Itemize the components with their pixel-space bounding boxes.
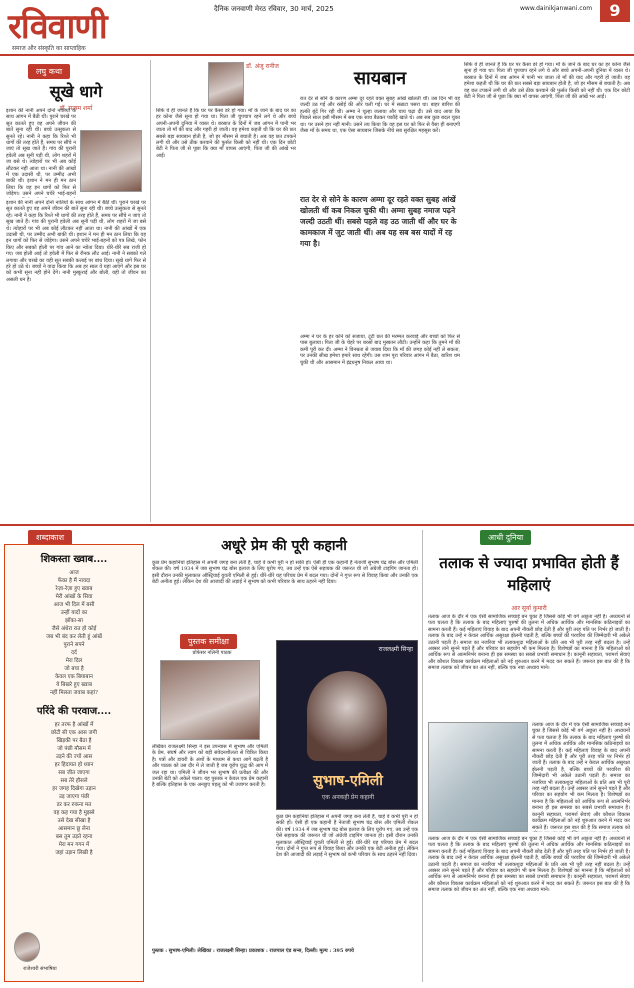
book-subtitle: एक अनकही प्रेम कहानी bbox=[321, 794, 375, 801]
story1-title: सूखे धागे bbox=[49, 82, 103, 101]
poem-line: हर जगह दिखेगा उड़ान bbox=[52, 786, 96, 792]
poem-line: जो पंछी मौसम में bbox=[57, 746, 91, 752]
poem-line: मेरा मन गगन में bbox=[58, 842, 90, 848]
story2-body-1: सिर्फ ये ही जानते हैं कि घर पर कैसा डरे हो गया। माँ के जाने के बाद घर का हर कोना जैसे सूना हो गया था। पिता जी चुपचाप रहने लगे थे और बच्चे अपनी-अपनी दुनिया में व्यस्त थे। बरसात के दिनों में जब आंगन में पानी भर जाता तो माँ की याद और गहरी हो जाती। वह हमेशा कहती थी कि घर की छत सबसे बड़ा सायबान होती है, जो हर मौसम से बचाती है। अब वह छत टपकने लगी थी और उसे ठीक करवाने की फुर्सत किसी को नहीं थी। एक दिन छोटी बेटी ने पिता जी से पूछा कि क्या माँ वापस आएंगी, पिता जी की आंखें भर आईं। bbox=[156, 108, 296, 159]
story2-body-4: सिर्फ ये ही जानते हैं कि घर पर कैसा डरे हो गया। माँ के जाने के बाद घर का हर कोना जैसे सूना हो गया था। पिता जी चुपचाप रहने लगे थे और बच्चे अपनी-अपनी दुनिया में व्यस्त थे। बरसात के दिनों में जब आंगन में पानी भर जाता तो माँ की याद और गहरी हो जाती। वह हमेशा कहती थी कि घर की छत सबसे बड़ा सायबान होती है, जो हर मौसम से बचाती है। अब वह छत टपकने लगी थी और उसे ठीक करवाने की फुर्सत किसी को नहीं थी। एक दिन छोटी बेटी ने पिता जी से पूछा कि क्या माँ वापस आएंगी, पिता जी की आंखें भर आईं। bbox=[464, 62, 630, 101]
poem-line: मेरा दिल bbox=[65, 658, 83, 664]
poem-line: उड़ने की ज्यों आस bbox=[55, 754, 93, 760]
poem-line: आज भी दिल में बसी bbox=[53, 602, 95, 608]
poem-line: बस तुम उड़ते रहना bbox=[55, 834, 93, 840]
column-divider-2 bbox=[422, 530, 423, 982]
section-tag-aadhi-duniya: आधी दुनिया bbox=[480, 530, 531, 545]
logo-tagline: समाज और संस्कृति का साप्ताहिक bbox=[12, 45, 86, 52]
poem-line: जब भी बंद कर लेती हूं आंखें bbox=[46, 634, 102, 640]
reviewer-name: प्रोफेसर नलिनी पाठक bbox=[192, 650, 232, 656]
poem-line: उन्हीं यादों का bbox=[60, 610, 88, 616]
book-cover-portrait bbox=[307, 671, 387, 761]
poem-box bbox=[4, 544, 144, 982]
poem-line: दर्द bbox=[71, 650, 77, 656]
section-tag-pustak-samiksha: पुस्तक समीक्षा bbox=[180, 634, 237, 649]
feature-body-2: लेखिका राजलक्ष्मी सिन्हा ने इस उपन्यास में सुभाष और एमिली के प्रेम, संघर्ष और त्याग को बड़ी संवेदनशीलता से चित्रित किया है। पत्रों और डायरी के अंशों के माध्यम से कथा आगे बढ़ती है और पाठक को उस दौर में ले जाती है जब यूरोप युद्ध की आग में जल रहा था। एमिली ने जीवन भर सुभाष की प्रतीक्षा की और उनकी बेटी को अकेले पाला। यह पुस्तक न केवल एक प्रेम कहानी है बल्कि इतिहास के एक अनछुए पहलू को भी उजागर करती है। bbox=[152, 744, 268, 789]
poet-name: राजेश्वरी संभाषिया bbox=[23, 966, 57, 972]
book-details: पुस्तक : सुभाष-एमिली। लेखिका : राजलक्ष्मी सिन्हा। प्रकाशक : राजपाल एंड सन्स, दिल्ली। मूल्य : 395 रुपये bbox=[152, 948, 354, 954]
poem-line: आज bbox=[69, 570, 79, 576]
world-title: तलाक से ज्यादा प्रभावित होती हैं महिलाएं bbox=[439, 554, 619, 594]
poem-line: आसमान छू लेना bbox=[57, 826, 90, 832]
poem-line: पुराने सपने bbox=[63, 642, 85, 648]
world-photo bbox=[428, 722, 528, 832]
world-author: आर सूर्या कुमारी bbox=[511, 605, 547, 612]
poem-line: वह कह गया है मुझसे bbox=[53, 810, 95, 816]
horizontal-rule bbox=[0, 524, 634, 526]
poem-line: रेज़ा-रेज़ा हुए ख्वाब bbox=[55, 586, 93, 592]
poem1-title: शिकस्ता ख्वाब.... bbox=[40, 554, 108, 565]
poem-line: डर कर रुकना मत bbox=[56, 802, 92, 808]
logo: रविवाणी bbox=[8, 7, 107, 47]
poem-line: मेरी आंखों के सिवा bbox=[55, 594, 93, 600]
poem-line: नहीं मिलता जवाब कहां? bbox=[50, 690, 98, 696]
column-divider bbox=[150, 60, 151, 522]
website-link[interactable]: www.dainikjanwani.com bbox=[520, 5, 593, 12]
reviewer-photo bbox=[160, 660, 260, 740]
poem2-lines bbox=[5, 721, 143, 857]
story2-author: डॉ. अंजु रानीज bbox=[246, 63, 279, 70]
world-body-3: तलाक आज के दौर में एक ऐसी सामाजिक सच्चाई बन चुका है जिससे कोई भी वर्ग अछूता नहीं है। अध्ययनों से पता चलता है कि तलाक के बाद महिलाएं पुरुषों की तुलना में अधिक आर्थिक और मानसिक कठिनाइयों का सामना करती हैं। कई महिलाएं विवाह के बाद अपनी नौकरी छोड़ देती हैं और पूरी तरह पति पर निर्भर हो जाती हैं। तलाक के बाद उन्हें न केवल आर्थिक असुरक्षा झेलनी पड़ती है, बल्कि बच्चों की परवरिश की जिम्मेदारी भी अकेले उठानी पड़ती है। समाज का नजरिया भी तलाकशुदा महिलाओं के प्रति अब भी पूरी तरह नहीं बदला है। उन्हें अक्सर ताने सुनने पड़ते हैं और परिवार का सहयोग भी कम मिलता है। विशेषज्ञों का मानना है कि महिलाओं को आर्थिक रूप से आत्मनिर्भर बनाना ही इस समस्या का सबसे प्रभावी समाधान है। कानूनी सहायता, परामर्श सेवाएं और कौशल विकास कार्यक्रम महिलाओं को नई शुरुआत करने में मदद कर सकते हैं। जरूरत इस बात की है कि समाज तलाक को जीवन का अंत नहीं, बल्कि एक नया अध्याय माने। bbox=[428, 836, 630, 894]
poem-line: ये बिखरे हुए ख्वाब bbox=[56, 682, 92, 688]
poem-line: सब तेरे हौसले bbox=[60, 778, 88, 784]
poem-line: खिड़की पर बैठा है bbox=[56, 738, 92, 744]
poem2-title: परिंदे की परवाज.... bbox=[36, 706, 112, 717]
book-author: राजलक्ष्मी सिन्हा bbox=[378, 646, 413, 653]
story1-author: डॉ. सत्यम शर्मा bbox=[59, 105, 93, 112]
poem-line: हर हिदायत हो ध्यान bbox=[54, 762, 94, 768]
poem-line: हर तरफ है आंखों में bbox=[54, 722, 94, 728]
story2-body-3: अम्मा ने घर के हर कोने को सजाया, टूटी छत की मरम्मत करवाई और बच्चों को फिर से पास बुलाया। पिता जी के चेहरे पर बरसों बाद मुस्कान लौटी। उन्होंने कहा कि तुमने माँ की कमी पूरी कर दी। अम्मा ने विनम्रता से जवाब दिया कि माँ की जगह कोई नहीं ले सकता, पर उनकी सीख हमेशा हमारे साथ रहेगी। उस शाम पूरा परिवार आंगन में बैठा, बारिश थम चुकी थी और आसमान में इंद्रधनुष निकल आया था। bbox=[300, 334, 460, 366]
poem-line: केवल एक बियाबान bbox=[55, 674, 93, 680]
poem-line: झोंका-सा bbox=[65, 618, 83, 624]
poem1-lines bbox=[5, 569, 143, 697]
world-body-2: तलाक आज के दौर में एक ऐसी सामाजिक सच्चाई बन चुका है जिससे कोई भी वर्ग अछूता नहीं है। अध्ययनों से पता चलता है कि तलाक के बाद महिलाएं पुरुषों की तुलना में अधिक आर्थिक और मानसिक कठिनाइयों का सामना करती हैं। कई महिलाएं विवाह के बाद अपनी नौकरी छोड़ देती हैं और पूरी तरह पति पर निर्भर हो जाती हैं। तलाक के बाद उन्हें न केवल आर्थिक असुरक्षा झेलनी पड़ती है, बल्कि बच्चों की परवरिश की जिम्मेदारी भी अकेले उठानी पड़ती है। समाज का नजरिया भी तलाकशुदा महिलाओं के प्रति अब भी पूरी तरह नहीं बदला है। उन्हें अक्सर ताने सुनने पड़ते हैं और परिवार का सहयोग भी कम मिलता है। विशेषज्ञों का मानना है कि महिलाओं को आर्थिक रूप से आत्मनिर्भर बनाना ही इस समस्या का सबसे प्रभावी समाधान है। कानूनी सहायता, परामर्श सेवाएं और कौशल विकास कार्यक्रम महिलाओं को नई शुरुआत करने में मदद कर सकते हैं। जरूरत इस बात की है कि समाज तलाक को bbox=[532, 722, 630, 831]
poem-line: छोटी सी एक आस जगी bbox=[51, 730, 97, 736]
feature-title: अधूरे प्रेम की पूरी कहानी bbox=[221, 538, 347, 554]
story2-body-2: रात देर से सोने के कारण अम्मा दूर रहते वक्त सुबह आंखें खोलती थीं। उस दिन भी वह जल्दी उठ गई और रसोई की ओर चली गई। घर में सन्नाटा पसरा था। बाहर बारिश की हल्की बूंदें गिर रही थीं। अम्मा ने चूल्हा जलाया और चाय चढ़ा दी। उसे याद आया कि पिछले साल इसी मौसम में सब एक साथ बैठकर पकौड़े खाते थे। अब सब कुछ बदल चुका था। पर उसने हार नहीं मानी। उसने तय किया कि वह इस घर को फिर से वैसा ही बनाएगी जैसा माँ के समय था, एक ऐसा सायबान जिसके नीचे सब सुरक्षित महसूस करें। bbox=[300, 96, 460, 135]
edition-info: दैनिक जनवाणी मेरठ रविवार, 30 मार्च, 2025 bbox=[214, 5, 334, 13]
page-number: 9 bbox=[600, 0, 630, 22]
poem-line: जैसे अंधेरा रात हो कोई bbox=[51, 626, 97, 632]
poem-line: उड़ जाएगा पंछी bbox=[58, 794, 90, 800]
book-title: सुभाष-एमिली bbox=[313, 773, 383, 789]
masthead bbox=[0, 0, 634, 56]
story1-body-b: इशान की नानी अपने दोनों नातियों के साथ आंगन में बैठी थीं। पुराने चरखे पर सूत कातते हुए वह अपने जीवन की बातें सुना रही थीं। बच्चे उत्सुकता से सुनते रहे। नानी ने कहा कि रिश्ते भी धागों की तरह होते हैं, समय पर सींचे न जाएं तो सूख जाते हैं। गांव की पुरानी हवेली अब सूनी पड़ी थी, लोग शहरों में जा बसे थे। त्योहारों पर भी अब कोई लौटकर नहीं आता था। नानी की आंखों में एक उदासी थी, पर उम्मीद अभी बाकी थी। इशान ने मन ही मन ठान लिया कि वह इन धागों को फिर से जोड़ेगा। उसने अपने चचेरे भाई-बहनों को पत्र लिखे, फोन किए और सबको होली पर गांव आने का न्योता दिया। धीरे-धीरे सब राजी हो गए। जब होली आई तो हवेली में फिर से रौनक लौट आई। नानी ने सबको गले लगाया और चरखे का वही सूत सबकी कलाई पर बांध दिया। सूखे धागे फिर से हरे हो उठे थे। बच्चों ने वादा किया कि अब हर साल वे यहां आएंगे और इस घर को कभी सूना नहीं होने देंगे। नानी मुस्कुराई और बोली, यही तो जीवन का असली धन है। bbox=[6, 200, 146, 283]
book-cover bbox=[276, 640, 418, 810]
section-tag-shabdakash: शब्दाकाश bbox=[28, 530, 72, 545]
story2-author-photo bbox=[208, 62, 244, 106]
poem-line: सब जीत जाएगा bbox=[58, 770, 90, 776]
poem-line: जो बचा है bbox=[64, 666, 84, 672]
feature-body-1: कुछ प्रेम कहानियां इतिहास में अपनी जगह बना लेती हैं, चाहे वे कभी पूरी न हो सकी हों। ऐसी ही एक कहानी है नेताजी सुभाष चंद्र बोस और एमिली शेंकल की। वर्ष 1934 में जब सुभाष चंद्र बोस इलाज के लिए यूरोप गए, तब उन्हें एक ऐसे सहायक की जरूरत थी जो अंग्रेजी टाइपिंग जानता हो। इसी दौरान उनकी मुलाकात ऑस्ट्रियाई युवती एमिली से हुई। धीरे-धीरे यह परिचय प्रेम में बदल गया। दोनों ने गुप्त रूप से विवाह किया और उनकी एक बेटी अनीता हुई। लेकिन देश की आजादी की लड़ाई ने सुभाष को कभी परिवार के साथ ठहरने नहीं दिया। bbox=[152, 560, 418, 586]
poem-line: उसे देख सीखा है bbox=[57, 818, 91, 824]
feature-body-3: कुछ प्रेम कहानियां इतिहास में अपनी जगह बना लेती हैं, चाहे वे कभी पूरी न हो सकी हों। ऐसी ही एक कहानी है नेताजी सुभाष चंद्र बोस और एमिली शेंकल की। वर्ष 1934 में जब सुभाष चंद्र बोस इलाज के लिए यूरोप गए, तब उन्हें एक ऐसे सहायक की जरूरत थी जो अंग्रेजी टाइपिंग जानता हो। इसी दौरान उनकी मुलाकात ऑस्ट्रियाई युवती एमिली से हुई। धीरे-धीरे यह परिचय प्रेम में बदल गया। दोनों ने गुप्त रूप से विवाह किया और उनकी एक बेटी अनीता हुई। लेकिन देश की आजादी की लड़ाई ने सुभाष को कभी परिवार के साथ ठहरने नहीं दिया। bbox=[276, 814, 418, 859]
poet-photo bbox=[14, 932, 40, 962]
story1-body-a: इशान की नानी अपने दोनों नातियों के साथ आंगन में बैठी थीं। पुराने चरखे पर सूत कातते हुए वह अपने जीवन की बातें सुना रही थीं। बच्चे उत्सुकता से सुनते रहे। नानी ने कहा कि रिश्ते भी धागों की तरह होते हैं, समय पर सींचे न जाएं तो सूख जाते हैं। गांव की पुरानी हवेली अब सूनी पड़ी थी, लोग शहरों में जा बसे थे। त्योहारों पर भी अब कोई लौटकर नहीं आता था। नानी की आंखों में एक उदासी थी, पर उम्मीद अभी बाकी थी। इशान ने मन ही मन ठान लिया कि वह इन धागों को फिर से जोड़ेगा। उसने अपने चचेरे भाई-बहनों bbox=[6, 108, 76, 198]
poem-line: फेंका है मैं नावदा bbox=[57, 578, 91, 584]
section-tag-laghu-katha: लघु कथा bbox=[28, 64, 70, 79]
world-body-1: तलाक आज के दौर में एक ऐसी सामाजिक सच्चाई बन चुका है जिससे कोई भी वर्ग अछूता नहीं है। अध्ययनों से पता चलता है कि तलाक के बाद महिलाएं पुरुषों की तुलना में अधिक आर्थिक और मानसिक कठिनाइयों का सामना करती हैं। कई महिलाएं विवाह के बाद अपनी नौकरी छोड़ देती हैं और पूरी तरह पति पर निर्भर हो जाती हैं। तलाक के बाद उन्हें न केवल आर्थिक असुरक्षा झेलनी पड़ती है, बल्कि बच्चों की परवरिश की जिम्मेदारी भी अकेले उठानी पड़ती है। समाज का नजरिया भी तलाकशुदा महिलाओं के प्रति अब भी पूरी तरह नहीं बदला है। उन्हें अक्सर ताने सुनने पड़ते हैं और परिवार का सहयोग भी कम मिलता है। विशेषज्ञों का मानना है कि महिलाओं को आर्थिक रूप से आत्मनिर्भर बनाना ही इस समस्या का सबसे प्रभावी समाधान है। कानूनी सहायता, परामर्श सेवाएं और कौशल विकास कार्यक्रम महिलाओं को नई शुरुआत करने में मदद कर सकते हैं। जरूरत इस बात की है कि समाज तलाक को जीवन का अंत नहीं, बल्कि एक नया अध्याय माने। bbox=[428, 614, 630, 672]
poem-line: जहां उड़ान लिखी है bbox=[55, 850, 93, 856]
story2-title: सायबान bbox=[353, 68, 407, 89]
story2-pull-quote: रात देर से सोने के कारण अम्मा दूर रहते वक्त सुबह आंखें खोलती थीं कब निकल चुकी थी। अम्मा सुबह नमाज पढ़ने जल्दी उठती थीं। सबसे पहले वह उठ जाती थीं और घर के कामकाज में जुट जाती थीं। अब यह सब बस यादों में रह गया है। bbox=[300, 195, 457, 248]
story1-author-photo bbox=[80, 130, 142, 192]
